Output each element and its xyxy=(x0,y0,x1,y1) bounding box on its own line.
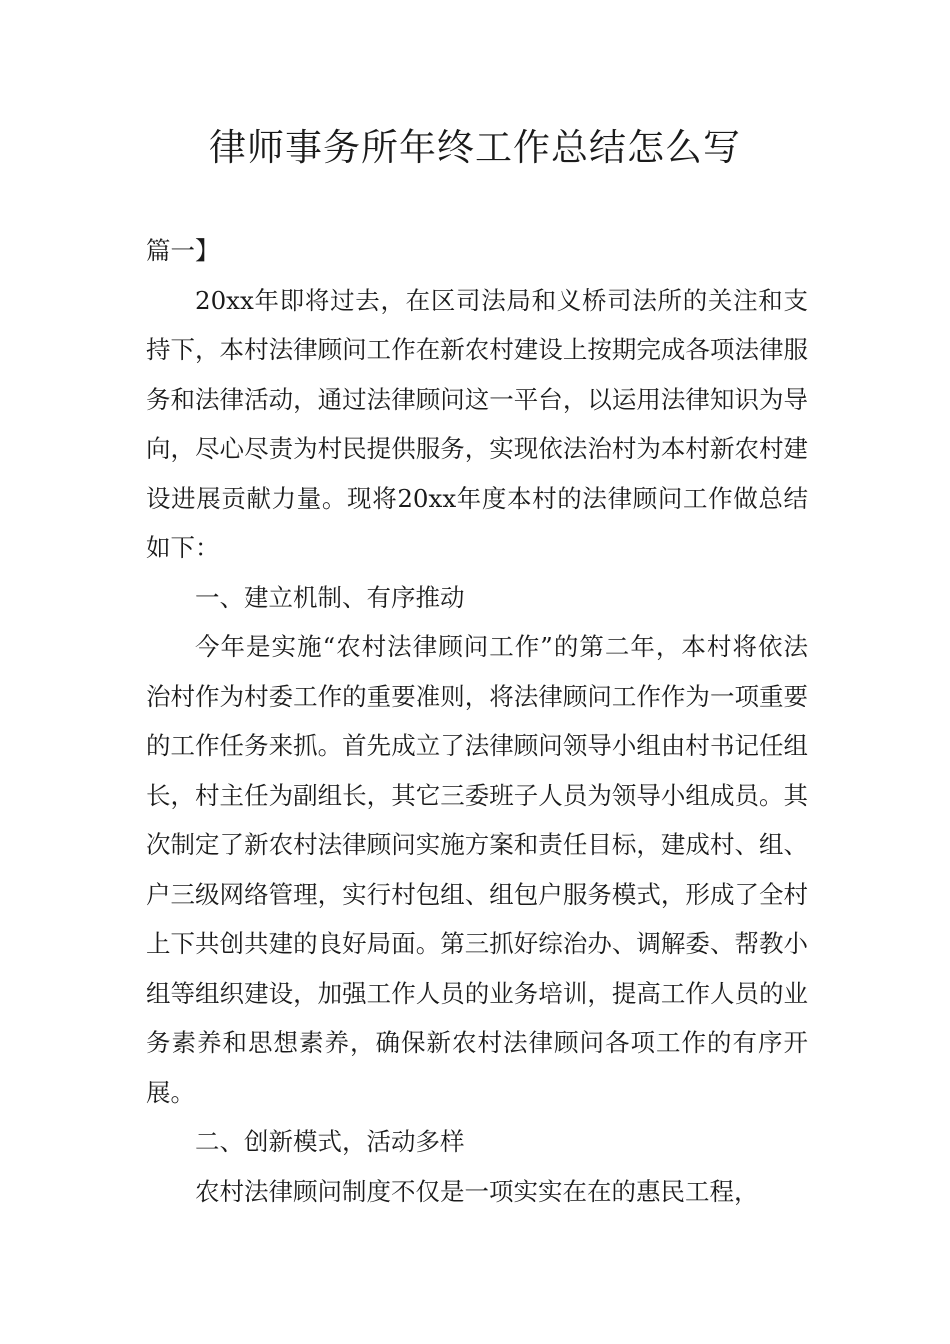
section-heading-2: 二、创新模式，活动多样 xyxy=(195,1127,465,1156)
intro-paragraph: 20xx年即将过去，在区司法局和义桥司法所的关注和支持下，本村法律顾问工作在新农村建设上按期完成各项法律服务和法律活动，通过法律顾问这一平台，以运用法律知识为导向，尽心尽责为村民提供服务，实现依法治村为本村新农村建设进展贡献力量。现将20xx年度本村的法律顾问工作做总结如下： xyxy=(146,285,808,562)
section-label: 篇一】 xyxy=(146,236,220,265)
section-2-paragraph: 农村法律顾问制度不仅是一项实实在在的惠民工程， xyxy=(195,1176,759,1206)
document-body xyxy=(146,226,808,1216)
section-heading-1: 一、建立机制、有序推动 xyxy=(195,582,465,612)
section-1-paragraph: 今年是实施“农村法律顾问工作”的第二年，本村将依法治村作为村委工作的重要准则，将法律顾问工作作为一项重要的工作任务来抓。首先成立了法律顾问领导小组由村书记任组长，村主任为副组长，其它三委班子人员为领导小组成员。其次制定了新农村法律顾问实施方案和责任目标，建成村、组、户三级网络管理，实行村包组、组包户服务模式，形成了全村上下共创共建的良好局面。第三抓好综治办、调解委、帮教小组等组织建设，加强工作人员的业务培训，提高工作人员的业务素养和思想素养，确保新农村法律顾问各项工作的有序开展。 xyxy=(146,632,808,1107)
document-title: 律师事务所年终工作总结怎么写 xyxy=(209,126,741,169)
